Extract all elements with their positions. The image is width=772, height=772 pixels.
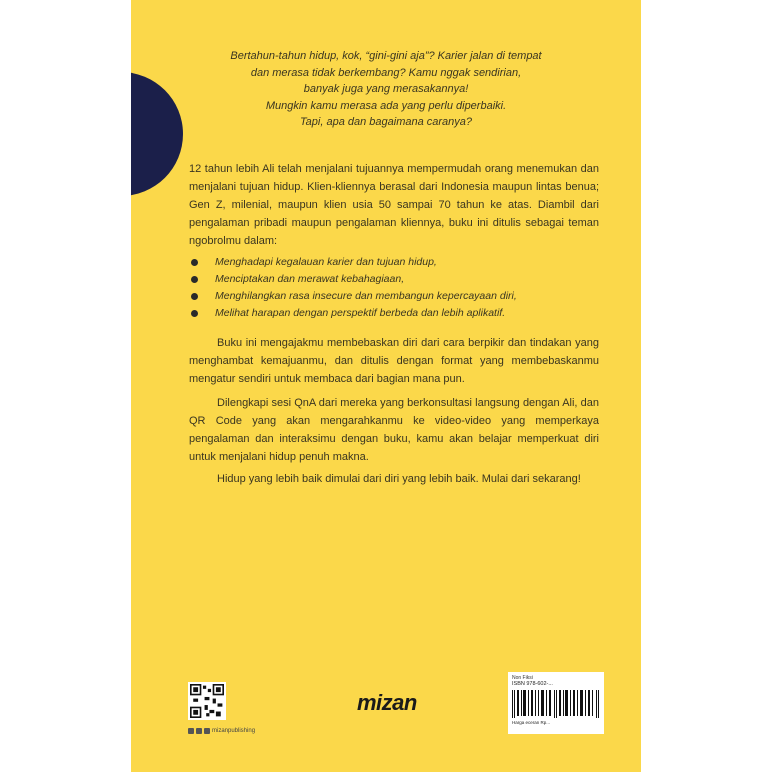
bullet-icon: [191, 310, 198, 317]
benefit-text: Menghadapi kegalauan karier dan tujuan hidup,: [215, 256, 437, 268]
intro-line: Bertahun-tahun hidup, kok, “gini-gini aja”? Karier jalan di tempat: [230, 50, 542, 62]
intro-line: dan merasa tidak berkembang? Kamu nggak sendirian,: [250, 66, 522, 79]
price-text: Harga eceran Rp...: [512, 720, 551, 725]
intro-blurb: [171, 48, 601, 131]
isbn-barcode-box: [508, 672, 604, 734]
benefit-text: Menghilangkan rasa insecure dan membangun kepercayaan diri,: [215, 290, 517, 302]
intro-line: Mungkin kamu merasa ada yang perlu diperbaiki.: [265, 99, 507, 112]
benefit-list: [189, 254, 599, 322]
instagram-icon[interactable]: [204, 728, 210, 734]
social-handle: mizanpublishing: [212, 728, 256, 734]
barcode-icon: [512, 690, 600, 718]
benefit-item: [189, 254, 599, 271]
bullet-icon: [191, 276, 198, 283]
bullet-icon: [191, 293, 198, 300]
benefit-text: Menciptakan dan merawat kebahagiaan,: [215, 273, 405, 285]
benefit-text: Melihat harapan dengan perspektif berbeda dan lebih aplikatif.: [215, 307, 506, 319]
benefit-item: [189, 305, 599, 322]
isbn-text: ISBN 978-602-...: [512, 681, 553, 687]
publisher-logo: mizan: [357, 690, 417, 715]
qr-code[interactable]: [188, 682, 226, 720]
facebook-icon[interactable]: [188, 728, 194, 734]
synopsis-paragraph-4: Hidup yang lebih baik dimulai dari diri yang lebih baik. Mulai dari sekarang!: [217, 473, 581, 485]
synopsis-paragraph-2: Buku ini mengajakmu membebaskan diri dari cara berpikir dan tindakan yang menghambat kemajuanmu, dan ditulis dengan format yang membebaskanmu mengatur sendiri untuk membaca dari bagian mana pun.: [189, 337, 599, 385]
twitter-icon[interactable]: [196, 728, 202, 734]
social-links: [188, 728, 255, 734]
benefit-item: [189, 271, 599, 288]
bullet-icon: [191, 259, 198, 266]
intro-line: Tapi, apa dan bagaimana caranya?: [299, 116, 473, 128]
category-label: Non Fiksi: [512, 675, 533, 681]
back-cover: [131, 0, 641, 772]
benefit-item: [189, 288, 599, 305]
synopsis-paragraph-1: 12 tahun lebih Ali telah menjalani tujuannya mempermudah orang menemukan dan menjalani tujuan hidup. Klien-kliennya berasal dari Indonesia maupun lintas benua; Gen Z, milenial, maupun klien usia 50 sampai 70 tahun ke atas. Diambil dari pengalaman pribadi maupun pengalaman kliennya, buku ini ditulis sebagai teman ngobrolmu dalam:: [189, 163, 599, 247]
synopsis-paragraph-3: Dilengkapi sesi QnA dari mereka yang berkonsultasi langsung dengan Ali, dan QR Code yang akan mengarahkanmu ke video-video yang memperkaya pengalaman dan interaksimu dengan buku, kamu akan belajar memperkuat diri untuk menjalani hidup penuh makna.: [189, 397, 599, 463]
qr-code-icon: [190, 684, 224, 718]
intro-line: banyak juga yang merasakannya!: [303, 83, 469, 95]
synopsis: [189, 160, 599, 488]
